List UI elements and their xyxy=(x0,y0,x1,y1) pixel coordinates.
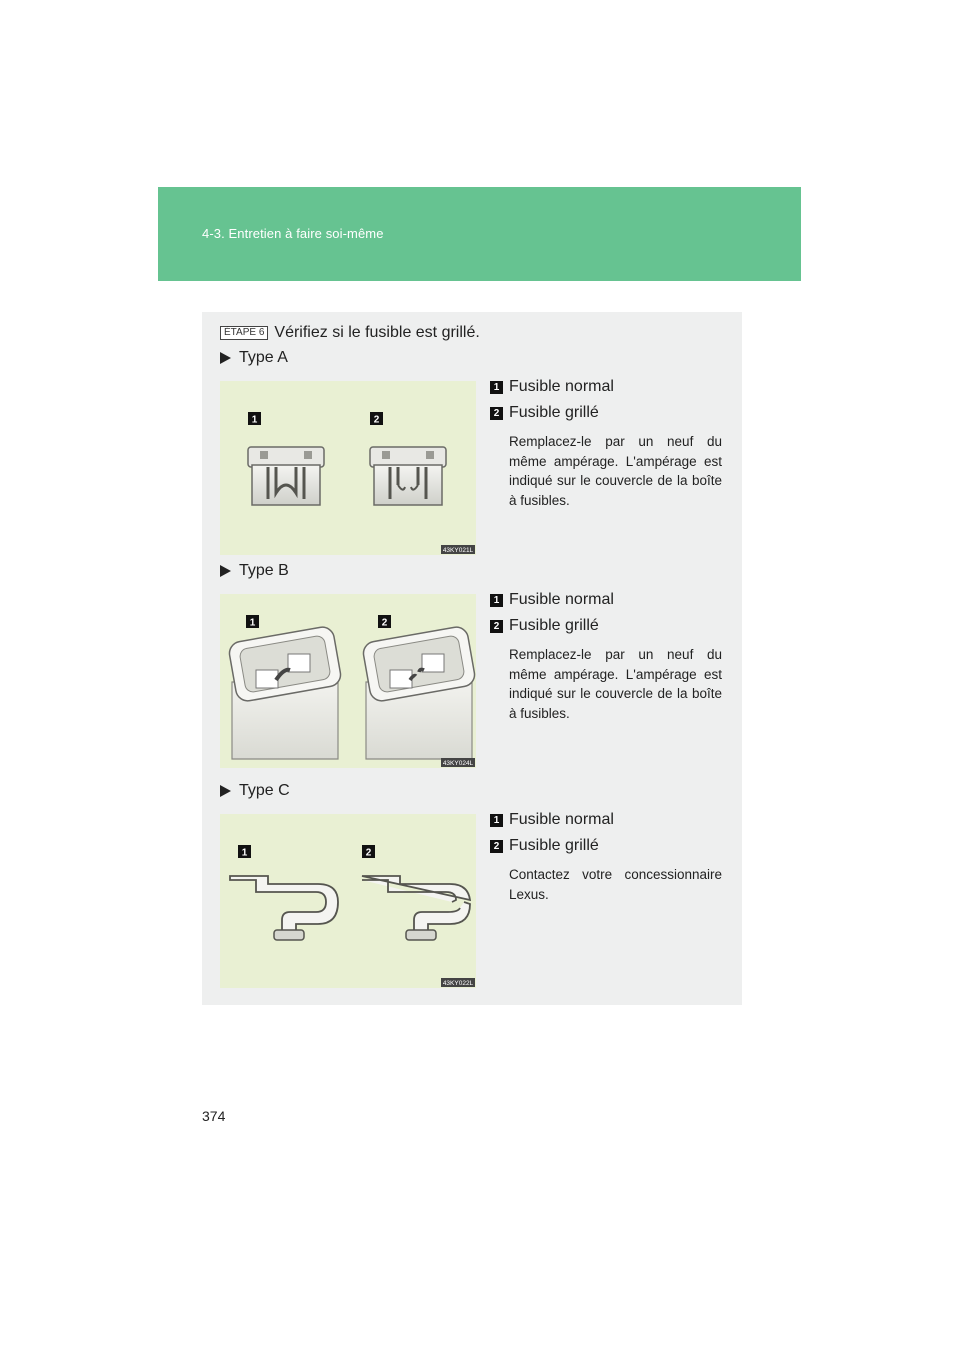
legend-note: Remplacez-le par un neuf du même ampérage. L'ampérage est indiqué sur le couvercle de la boîte à fusibles. xyxy=(509,434,722,508)
num-2-icon: 2 xyxy=(490,407,503,420)
step-badge: ÉTAPE 6 xyxy=(220,326,268,340)
legend-note: Remplacez-le par un neuf du même ampérage. L'ampérage est indiqué sur le couvercle de la boîte à fusibles. xyxy=(509,647,722,721)
figure-code: 43KY021L xyxy=(442,547,474,554)
blown-fuse-c xyxy=(362,876,470,940)
triangle-bullet-icon xyxy=(220,785,231,797)
type-a-label: Type A xyxy=(220,349,288,367)
svg-text:1: 1 xyxy=(251,414,258,426)
type-b-figure xyxy=(220,594,476,768)
blown-fuse-a xyxy=(370,447,446,505)
type-b-label: Type B xyxy=(220,562,289,580)
normal-fuse-b xyxy=(228,625,343,759)
svg-text:2: 2 xyxy=(381,617,388,629)
legend-item-blown: 2 Fusible grillé xyxy=(490,400,722,426)
type-c-figure xyxy=(220,814,476,988)
figure-code: 43KY022L xyxy=(442,980,474,987)
legend-item-blown: 2 Fusible grillé xyxy=(490,833,722,859)
legend-item-normal: 1 Fusible normal xyxy=(490,374,722,400)
type-b-legend xyxy=(490,587,722,723)
normal-fuse-a xyxy=(248,447,324,505)
section-title: 4-3. Entretien à faire soi-même xyxy=(202,226,384,241)
step-instruction xyxy=(220,323,480,343)
legend-item-normal: 1 Fusible normal xyxy=(490,587,722,613)
num-2-icon: 2 xyxy=(490,840,503,853)
legend-item-normal: 1 Fusible normal xyxy=(490,807,722,833)
num-1-icon: 1 xyxy=(490,814,503,827)
blown-fuse-b xyxy=(362,625,476,759)
step-text: Vérifiez si le fusible est grillé. xyxy=(274,324,480,341)
type-a-legend xyxy=(490,374,722,510)
triangle-bullet-icon xyxy=(220,352,231,364)
legend-note: Contactez votre concessionnaire Lexus. xyxy=(509,867,722,902)
figure-code: 43KY024L xyxy=(442,760,474,767)
svg-text:2: 2 xyxy=(373,414,380,426)
num-1-icon: 1 xyxy=(490,381,503,394)
type-c-label: Type C xyxy=(220,782,290,800)
type-a-figure xyxy=(220,381,476,555)
num-2-icon: 2 xyxy=(490,620,503,633)
svg-text:2: 2 xyxy=(365,847,372,859)
num-1-icon: 1 xyxy=(490,594,503,607)
page-number: 374 xyxy=(202,1108,226,1124)
triangle-bullet-icon xyxy=(220,565,231,577)
type-c-legend xyxy=(490,807,722,904)
legend-item-blown: 2 Fusible grillé xyxy=(490,613,722,639)
svg-text:1: 1 xyxy=(241,847,248,859)
svg-text:1: 1 xyxy=(249,617,256,629)
normal-fuse-c xyxy=(230,876,338,940)
